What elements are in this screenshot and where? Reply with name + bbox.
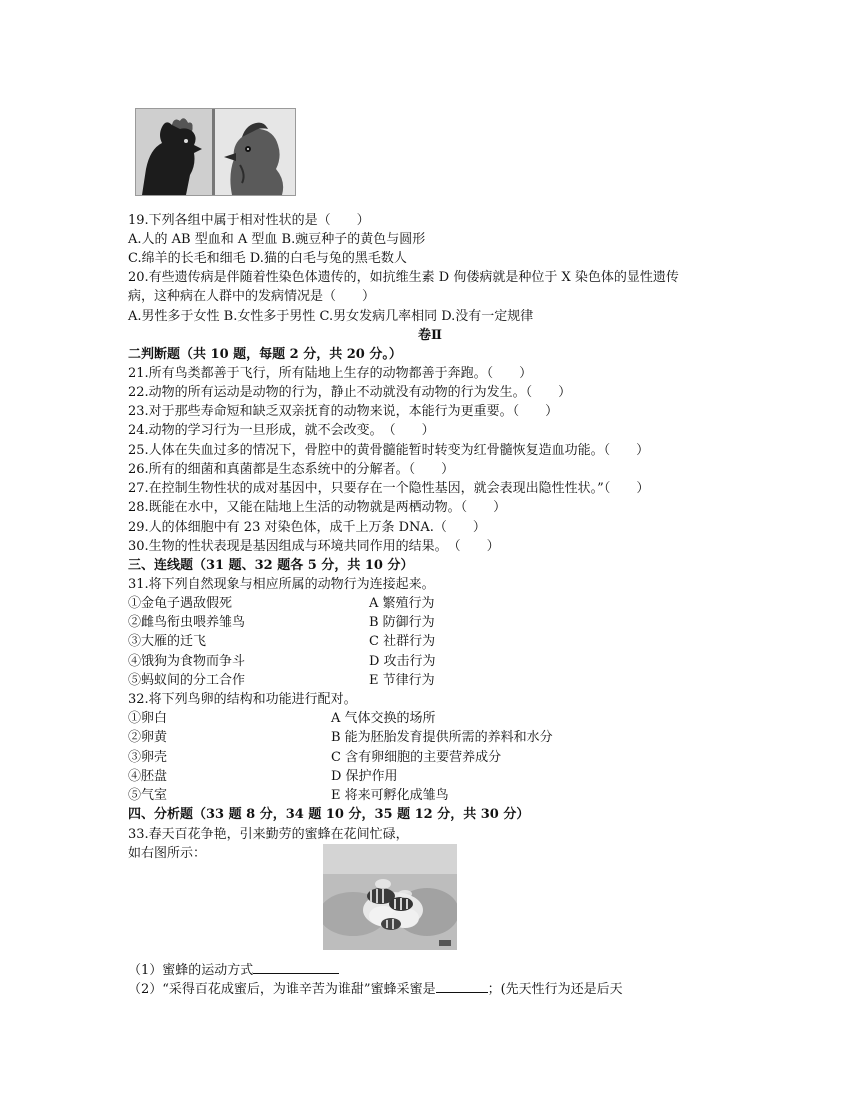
volume-2-title: 卷Ⅱ: [418, 328, 442, 343]
bee-on-flower-image: [323, 844, 457, 950]
q26: 26.所有的细菌和真菌都是生态系统中的分解者。（ ）: [128, 462, 455, 477]
q33-sub2: [128, 978, 623, 999]
q32-left-item: ④胚盘: [128, 769, 168, 784]
q33-sub2-hint: ；(先天性行为还是后天: [487, 982, 623, 997]
q19-stem: 19.下列各组中属于相对性状的是（ ）: [128, 213, 370, 228]
q32-left-item: ③卵壳: [128, 750, 168, 765]
bee-illustration: [323, 844, 457, 950]
q31-left-item: ①金龟子遇敌假死: [128, 596, 233, 611]
q32-left-item: ②卵黄: [128, 730, 168, 745]
q21: 21.所有鸟类都善于飞行，所有陆地上生存的动物都善于奔跑。（ ）: [128, 366, 533, 381]
q32-right-item: B 能为胚胎发育提供所需的养料和水分: [331, 730, 553, 745]
q31-right-item: D 攻击行为: [369, 654, 436, 669]
q32-right-item: A 气体交换的场所: [331, 711, 436, 726]
section-3-title: 三、连线题（31 题、32 题各 5 分，共 10 分）: [128, 558, 414, 573]
q31-right-item: B 防御行为: [369, 615, 435, 630]
q19-options-cd: C.绵羊的长毛和细毛 D.猫的白毛与兔的黑毛数人: [128, 251, 407, 266]
q32-right-item: C 含有卵细胞的主要营养成分: [331, 750, 502, 765]
q32-left-item: ⑤气室: [128, 788, 168, 803]
section-4-title: 四、分析题（33 题 8 分，34 题 10 分，35 题 12 分，共 30 分）: [128, 807, 530, 822]
q22: 22.动物的所有运动是动物的行为，静止不动就没有动物的行为发生。（ ）: [128, 385, 572, 400]
q33-stem-line1: 33.春天百花争艳，引来勤劳的蜜蜂在花间忙碌，: [128, 827, 409, 842]
q33-sub1-answer-blank[interactable]: [253, 959, 339, 974]
section-2-title: 二判断题（共 10 题，每题 2 分，共 20 分。）: [128, 347, 402, 362]
q19-options-ab: A.人的 AB 型血和 A 型血 B.豌豆种子的黄色与圆形: [128, 232, 426, 247]
q24: 24.动物的学习行为一旦形成，就不会改变。 （ ）: [128, 423, 435, 438]
q20-stem-line1: 20.有些遗传病是伴随着性染色体遗传的，如抗维生素 D 佝偻病就是种位于 X 染色体的显性遗传: [128, 270, 679, 285]
q32-left-item: ①卵白: [128, 711, 168, 726]
rooster-hen-image: [135, 108, 296, 196]
q32-right-item: E 将来可孵化成雏鸟: [331, 788, 449, 803]
q32-right-item: D 保护作用: [331, 769, 398, 784]
q20-options: A.男性多于女性 B.女性多于男性 C.男女发病几率相同 D.没有一定规律: [128, 309, 534, 324]
q31-left-item: ②雌鸟衔虫喂养雏鸟: [128, 615, 246, 630]
q31-left-item: ④饿狗为食物而争斗: [128, 654, 246, 669]
q25: 25.人体在失血过多的情况下，骨腔中的黄骨髓能暂时转变为红骨髓恢复造血功能。（ ）: [128, 443, 650, 458]
q32-stem: 32.将下列鸟卵的结构和功能进行配对。: [128, 692, 357, 707]
q33-sub2-text: （2）“采得百花成蜜后，为谁辛苦为谁甜”蜜蜂采蜜是: [128, 982, 436, 997]
q28: 28.既能在水中，又能在陆地上生活的动物就是两栖动物。（ ）: [128, 500, 507, 515]
q27: 27.在控制生物性状的成对基因中，只要存在一个隐性基因，就会表现出隐性性状。”（ ）: [128, 481, 650, 496]
q31-left-item: ③大雁的迁飞: [128, 634, 207, 649]
q20-stem-line2: 病，这种病在人群中的发病情况是（ ）: [128, 289, 376, 304]
q33-sub1: [128, 959, 339, 980]
q29: 29.人的体细胞中有 23 对染色体，成千上万条 DNA.（ ）: [128, 520, 486, 535]
q31-right-item: C 社群行为: [369, 634, 436, 649]
q30: 30.生物的性状表现是基因组成与环境共同作用的结果。 （ ）: [128, 539, 500, 554]
q31-right-item: E 节律行为: [369, 673, 435, 688]
q33-stem-line2: 如右图所示：: [128, 846, 207, 861]
rooster-hen-illustration: [136, 109, 295, 195]
q31-stem: 31.将下列自然现象与相应所属的动物行为连接起来。: [128, 577, 435, 592]
q33-sub1-text: （1）蜜蜂的运动方式: [128, 963, 254, 978]
q23: 23.对于那些寿命短和缺乏双亲抚育的动物来说，本能行为更重要。（ ）: [128, 404, 559, 419]
q31-right-item: A 繁殖行为: [369, 596, 435, 611]
q33-sub2-answer-blank[interactable]: [436, 978, 488, 993]
q31-left-item: ⑤蚂蚁间的分工合作: [128, 673, 246, 688]
